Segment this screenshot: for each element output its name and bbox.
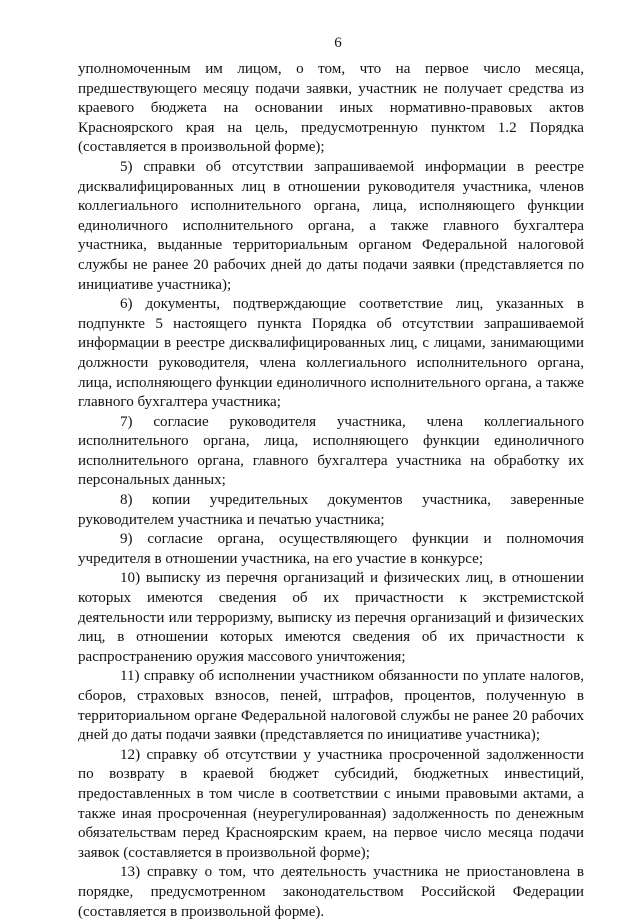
paragraph-item-13: 13) справку о том, что деятельность участника не приостановлена в порядке, предусмотренном законодательством Российской Федерации (составляется в произвольной форме). bbox=[78, 864, 584, 920]
paragraph-item-5: 5) справки об отсутствии запрашиваемой информации в реестре дисквалифицированных лиц в отношении руководителя участника, членов коллегиального исполнительного органа, лица, исполняющего функции единоличного исполнительного органа, а также главного бухгалтера участника, выданные территориальным органом Федеральной налоговой службы не ранее 20 рабочих дней до даты подачи заявки (представляется по инициативе участника); bbox=[78, 158, 584, 293]
paragraph-item-11: 11) справку об исполнении участником обязанности по уплате налогов, сборов, страховых взносов, пеней, штрафов, процентов, полученную в территориальном органе Федеральной налоговой службы не ранее 20 рабочих дней до даты подачи заявки (представляется по инициативе участника); bbox=[78, 668, 584, 744]
paragraph-item-7: 7) согласие руководителя участника, члена коллегиального исполнительного органа, лица, исполняющего функции единоличного исполнительного органа, главного бухгалтера участника на обработку их персональных данных; bbox=[78, 413, 584, 489]
paragraph-item-8: 8) копии учредительных документов участника, заверенные руководителем участника и печатью участника; bbox=[78, 492, 584, 528]
page-number: 6 bbox=[334, 35, 342, 51]
paragraph-continuation: уполномоченным им лицом, о том, что на первое число месяца, предшествующего месяцу подачи заявки, участник не получает средства из краевого бюджета на основании иных нормативно-правовых актов Красноярского края на цель, предусмотренную пунктом 1.2 Порядка (составляется в произвольной форме); bbox=[78, 61, 584, 156]
paragraph-item-12: 12) справку об отсутствии у участника просроченной задолженности по возврату в краевой бюджет субсидий, бюджетных инвестиций, предоставленных в том числе в соответствии с иными правовыми актами, а также иная просроченная (неурегулированная) задолженность по денежным обязательствам перед Красноярским краем, на первое число месяца подачи заявок (составляется в произвольной форме); bbox=[78, 746, 584, 861]
paragraph-item-9: 9) согласие органа, осуществляющего функции и полномочия учредителя в отношении участника, на его участие в конкурсе; bbox=[78, 531, 584, 567]
paragraph-item-6: 6) документы, подтверждающие соответствие лиц, указанных в подпункте 5 настоящего пункта Порядка об отсутствии запрашиваемой информации в реестре дисквалифицированных лиц, с лицами, занимающими должности руководителя, члена коллегиального исполнительного органа, лица, исполняющего функции единоличного исполнительного органа, а также главного бухгалтера участника; bbox=[78, 296, 584, 411]
paragraph-item-10: 10) выписку из перечня организаций и физических лиц, в отношении которых имеются сведения об их причастности к экстремистской деятельности или терроризму, выписку из перечня организаций и физических лиц, в отношении которых имеются сведения об их причастности к распространению оружия массового уничтожения; bbox=[78, 570, 584, 665]
